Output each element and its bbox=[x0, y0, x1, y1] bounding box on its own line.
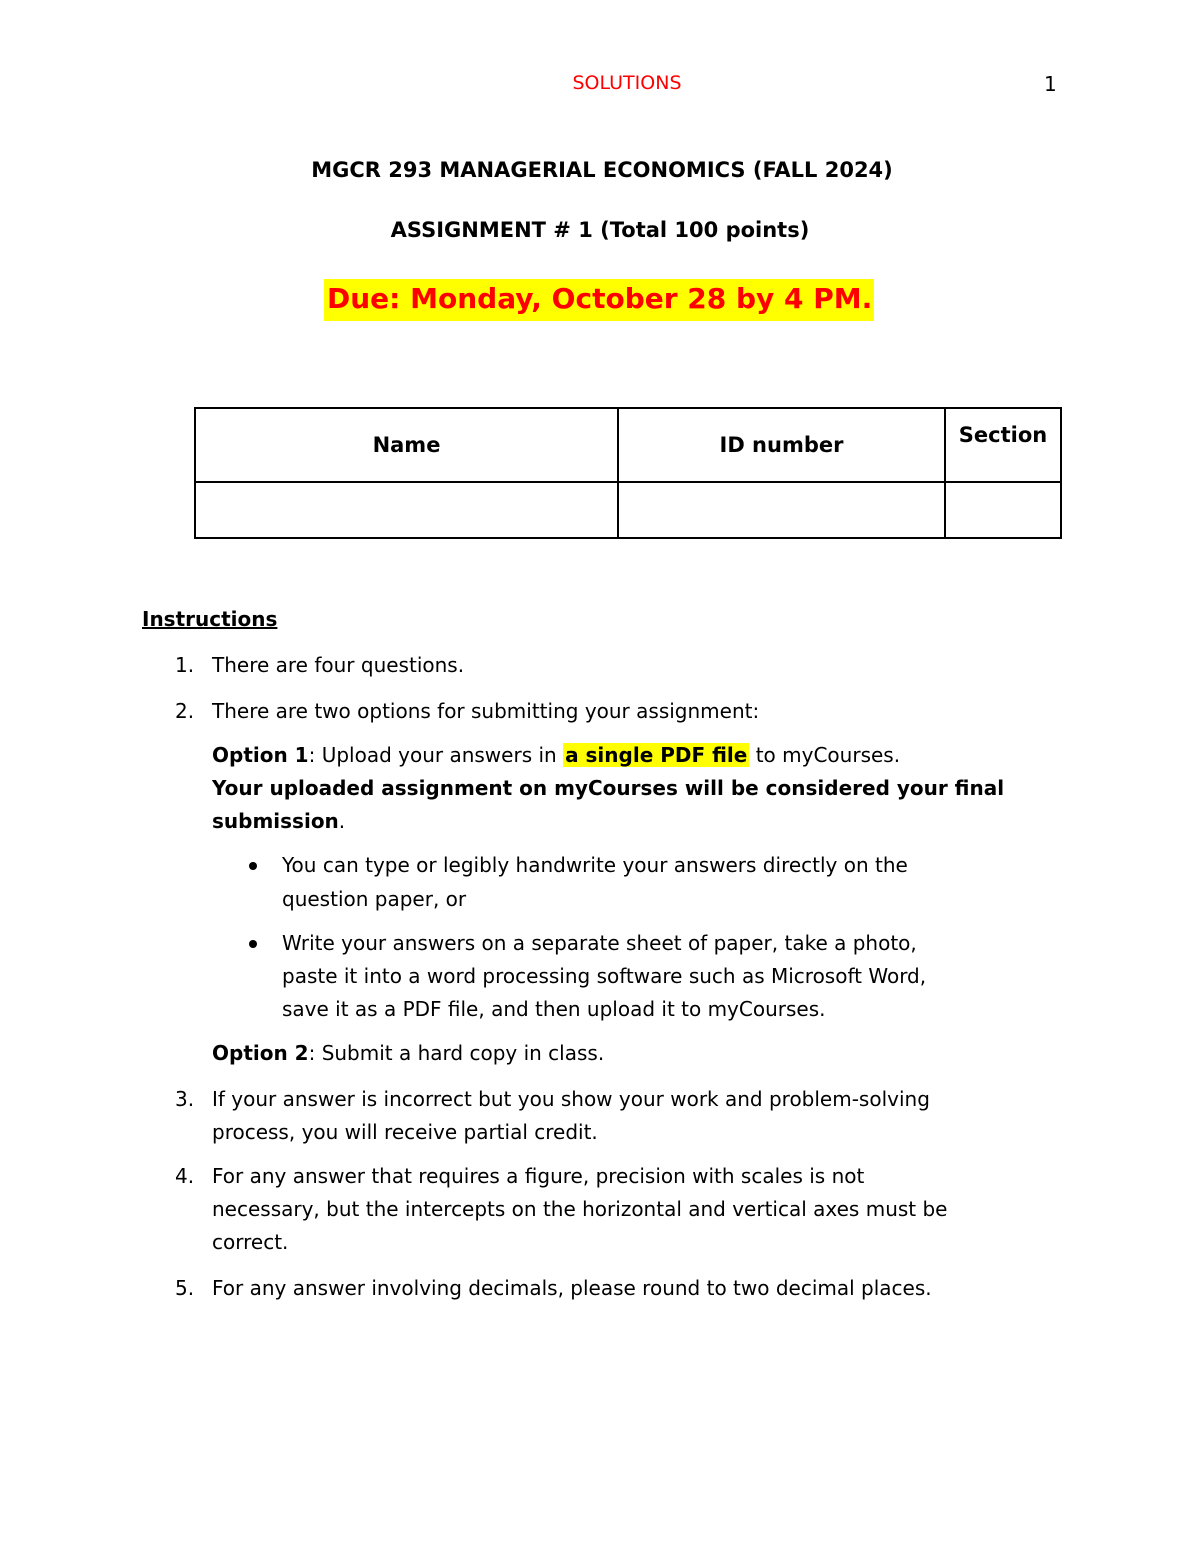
bullet-2-line-2: paste it into a word processing software such as Microsoft Word, bbox=[282, 964, 927, 988]
item-4-line-3: correct. bbox=[212, 1230, 289, 1254]
option-2-label: Option 2 bbox=[212, 1041, 309, 1065]
bullet-2-line-1: Write your answers on a separate sheet of paper, take a photo, bbox=[282, 931, 917, 955]
option-2-text: : Submit a hard copy in class. bbox=[308, 1041, 605, 1065]
option-1-post: to myCourses. bbox=[749, 743, 901, 767]
section-field[interactable] bbox=[945, 482, 1061, 538]
bullet-1-line-1: You can type or legibly handwrite your answers directly on the bbox=[282, 853, 908, 877]
bullet-2-line-3: save it as a PDF file, and then upload it to myCourses. bbox=[282, 997, 826, 1021]
instructions-heading: Instructions bbox=[142, 607, 278, 631]
id-number-header: ID number bbox=[618, 408, 945, 482]
name-header: Name bbox=[195, 408, 618, 482]
final-submission-word: submission bbox=[212, 809, 339, 833]
course-title: MGCR 293 MANAGERIAL ECONOMICS (FALL 2024) bbox=[311, 158, 893, 182]
item-2-text: There are two options for submitting your assignment: bbox=[212, 699, 760, 723]
option-1-pre: : Upload your answers in bbox=[308, 743, 564, 767]
student-info-table bbox=[194, 407, 1062, 539]
item-2-number: 2. bbox=[175, 699, 195, 723]
due-date: Due: Monday, October 28 by 4 PM. bbox=[324, 279, 874, 321]
assignment-title: ASSIGNMENT # 1 (Total 100 points) bbox=[390, 218, 810, 242]
bullet-2-dot bbox=[249, 940, 257, 948]
table-entry-row bbox=[195, 482, 1061, 538]
item-5-text: For any answer involving decimals, please round to two decimal places. bbox=[212, 1276, 932, 1300]
final-submission-line-1: Your uploaded assignment on myCourses will be considered your final bbox=[212, 776, 1005, 800]
final-submission-period: . bbox=[338, 809, 346, 833]
item-3-line-2: process, you will receive partial credit. bbox=[212, 1120, 598, 1144]
single-pdf-highlight: a single PDF file bbox=[565, 743, 748, 767]
option-1-line bbox=[212, 743, 900, 767]
bullet-1-dot bbox=[249, 862, 257, 870]
item-4-line-2: necessary, but the intercepts on the horizontal and vertical axes must be bbox=[212, 1197, 948, 1221]
final-submission-line-2 bbox=[212, 809, 345, 833]
item-1-number: 1. bbox=[175, 653, 195, 677]
option-1-label: Option 1 bbox=[212, 743, 309, 767]
item-4-line-1: For any answer that requires a figure, precision with scales is not bbox=[212, 1164, 865, 1188]
solutions-header: SOLUTIONS bbox=[572, 72, 682, 94]
id-number-field[interactable] bbox=[618, 482, 945, 538]
item-3-number: 3. bbox=[175, 1087, 195, 1111]
item-4-number: 4. bbox=[175, 1164, 195, 1188]
bullet-1-line-2: question paper, or bbox=[282, 887, 467, 911]
table-header-row bbox=[195, 408, 1061, 482]
item-5-number: 5. bbox=[175, 1276, 195, 1300]
item-1-text: There are four questions. bbox=[212, 653, 465, 677]
page-number: 1 bbox=[1044, 72, 1057, 96]
option-2-line bbox=[212, 1041, 604, 1065]
section-header: Section bbox=[945, 408, 1061, 482]
item-3-line-1: If your answer is incorrect but you show your work and problem-solving bbox=[212, 1087, 930, 1111]
name-field[interactable] bbox=[195, 482, 618, 538]
